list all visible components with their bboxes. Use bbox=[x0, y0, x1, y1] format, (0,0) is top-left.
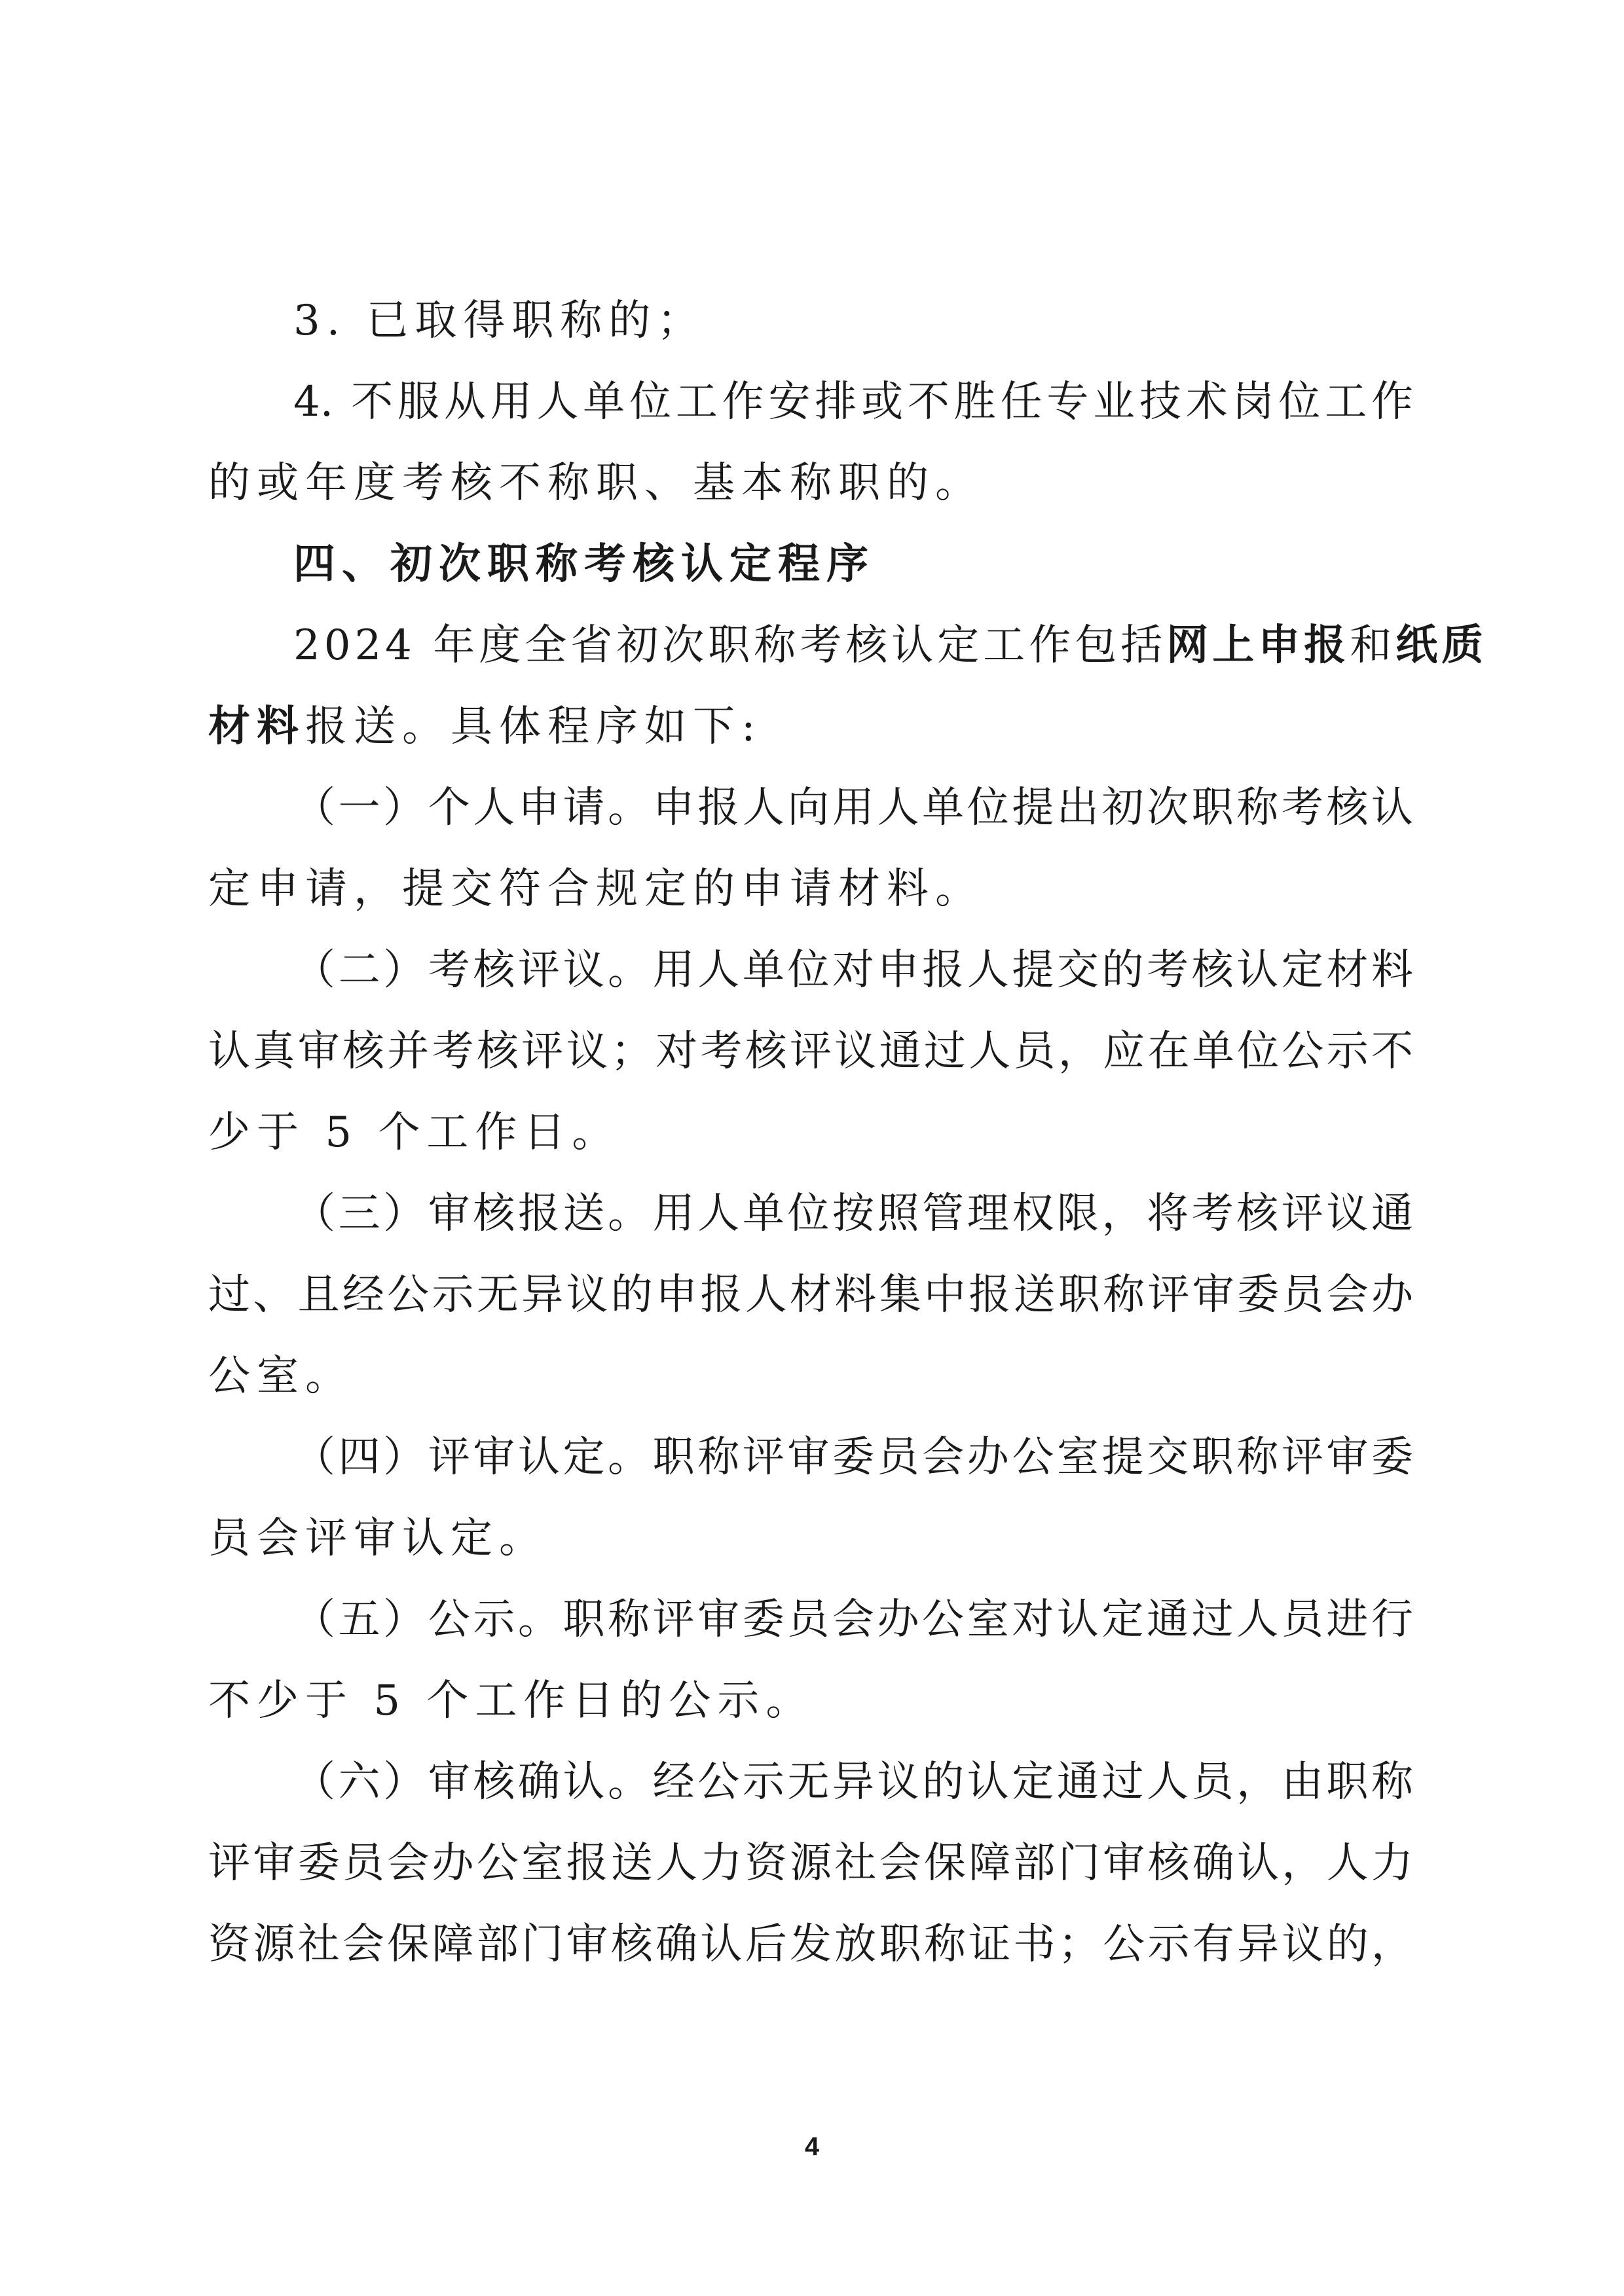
text-run: 和 bbox=[1350, 621, 1396, 670]
page-number: 4 bbox=[804, 2132, 820, 2161]
paragraph-line: 认真审核并考核评议；对考核评议通过人员，应在单位公示不 bbox=[208, 1027, 1413, 1076]
text-run: 2024 年度全省初次职称考核认定工作包括 bbox=[293, 621, 1167, 670]
paragraph-line bbox=[293, 619, 1487, 672]
paragraph-line: （四）评审认定。职称评审委员会办公室提交职称评审委 bbox=[293, 1433, 1413, 1482]
paragraph-line: （六）审核确认。经公示无异议的认定通过人员，由职称 bbox=[293, 1758, 1413, 1806]
paragraph-line: 3. 已取得职称的； bbox=[293, 297, 706, 345]
section-heading: 四、初次职称考核认定程序 bbox=[293, 540, 875, 589]
paragraph-line: 的或年度考核不称职、基本称职的。 bbox=[208, 459, 984, 507]
paragraph-line: （一）个人申请。申报人向用人单位提出初次职称考核认 bbox=[293, 784, 1413, 832]
paragraph-line: 不少于 5 个工作日的公示。 bbox=[208, 1677, 815, 1725]
paragraph-line: 少于 5 个工作日。 bbox=[208, 1108, 621, 1157]
paragraph-line bbox=[208, 701, 762, 753]
paragraph-line: 员会评审认定。 bbox=[208, 1514, 547, 1563]
paragraph-line: （二）考核评议。用人单位对申报人提交的考核认定材料 bbox=[293, 946, 1413, 994]
paragraph-line: 过、且经公示无异议的申报人材料集中报送职称评审委员会办 bbox=[208, 1271, 1413, 1319]
text-run: 报送。具体程序如下: bbox=[305, 702, 762, 751]
paragraph-line: （三）审核报送。用人单位按照管理权限，将考核评议通 bbox=[293, 1190, 1413, 1238]
bold-text-run: 网上申报 bbox=[1166, 621, 1350, 670]
bold-text-run: 纸质 bbox=[1395, 621, 1488, 670]
paragraph-line: 资源社会保障部门审核确认后发放职称证书；公示有异议的， bbox=[208, 1920, 1413, 1969]
paragraph-line: 评审委员会办公室报送人力资源社会保障部门审核确认，人力 bbox=[208, 1839, 1413, 1887]
bold-text-run: 材料 bbox=[208, 702, 305, 751]
paragraph-line: 公室。 bbox=[208, 1352, 354, 1400]
paragraph-line: （五）公示。职称评审委员会办公室对认定通过人员进行 bbox=[293, 1595, 1413, 1644]
paragraph-line: 4. 不服从用人单位工作安排或不胜任专业技术岗位工作 bbox=[293, 378, 1413, 426]
paragraph-line: 定申请，提交符合规定的申请材料。 bbox=[208, 865, 984, 913]
